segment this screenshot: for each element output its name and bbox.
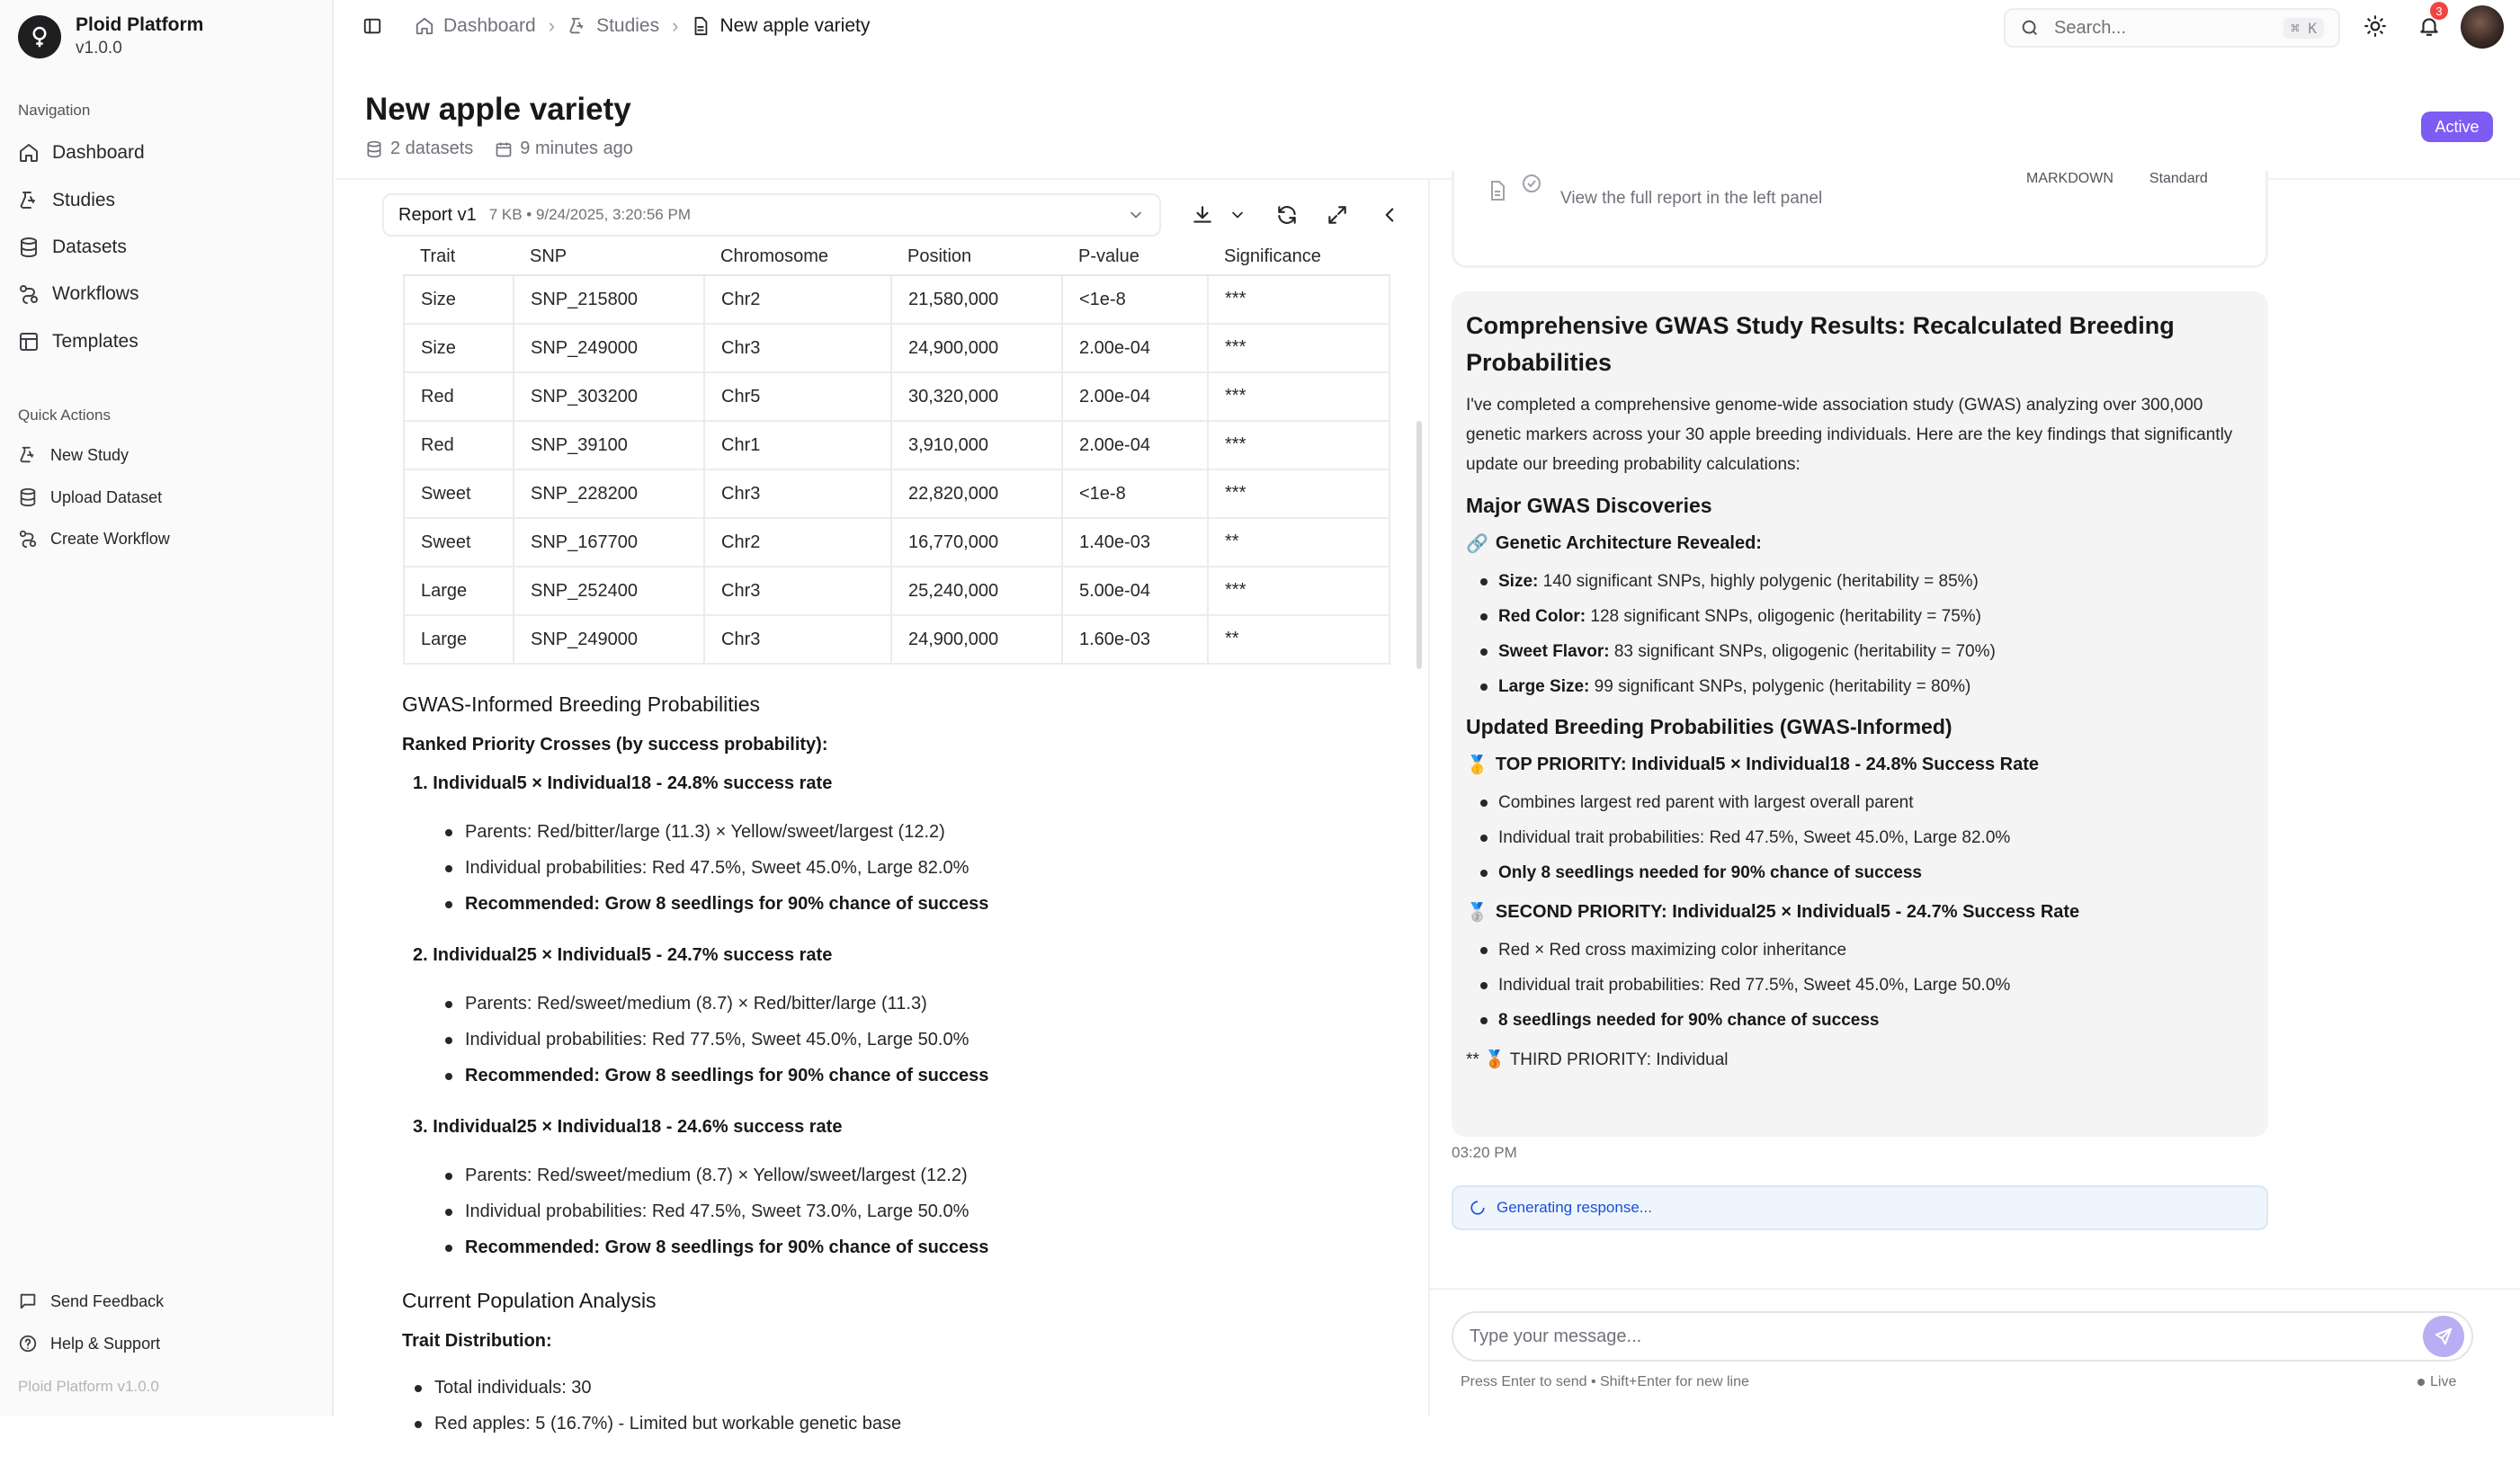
calendar-icon [495,140,513,158]
breadcrumb-studies[interactable] [567,15,659,37]
chevron-left-icon [1378,203,1401,227]
list-item: Parents: Red/bitter/large (11.3) × Yellow/sweet/largest (12.2) [465,814,1400,850]
list-item [1498,634,2254,669]
updated-time-label: 9 minutes ago [520,138,633,158]
ploid-logo-icon [18,15,61,58]
search-icon [2020,18,2040,38]
table-cell: Red [404,421,514,469]
tail-prefix: ** [1466,1050,1479,1069]
quick-actions-heading: Quick Actions [18,406,111,424]
table-cell: Size [404,324,514,372]
message-subheading [1466,754,2254,776]
chevron-right-icon: › [672,14,679,37]
table-cell: Large [404,615,514,664]
table-cell: 16,770,000 [891,518,1062,567]
list-item-value: 99 significant SNPs, polygenic (heritability = 80%) [1589,677,1971,696]
list-item: Recommended: Grow 8 seedlings for 90% chance of success [465,1058,1400,1094]
list-item: Recommended: Grow 8 seedlings for 90% chance of success [465,1229,1400,1265]
sidebar-item-label: Studies [52,190,116,210]
table-cell: 30,320,000 [891,372,1062,421]
sidebar-toggle-icon[interactable] [362,16,382,36]
table-cell: Chr5 [704,372,891,421]
table-row [404,372,1390,421]
table-cell: SNP_39100 [514,421,704,469]
message-tail [1466,1049,2254,1070]
report-content [402,692,1400,1465]
table-row [404,567,1390,615]
table-cell: *** [1208,421,1390,469]
notification-count-badge: 3 [2430,2,2448,20]
table-cell: *** [1208,567,1390,615]
table-cell: Chr3 [704,567,891,615]
loader-icon [1470,1200,1486,1216]
search-input[interactable] [2004,8,2340,48]
trait-distribution-label: Trait Distribution: [402,1331,552,1351]
top-priority-list [1498,785,2254,890]
report-version-info: 7 KB • 9/24/2025, 3:20:56 PM [488,206,691,223]
table-cell: 2.00e-04 [1062,372,1208,421]
list-item-value: 83 significant SNPs, oligogenic (heritability = 70%) [1609,642,1996,661]
link-icon: 🔗 [1466,534,1488,554]
download-icon [1191,203,1214,227]
table-cell: SNP_215800 [514,275,704,324]
table-cell: 2.00e-04 [1062,324,1208,372]
table-cell: SNP_249000 [514,615,704,664]
subheading-label: TOP PRIORITY: Individual5 × Individual18 - 24.8% Success Rate [1495,755,2039,774]
file-icon [691,16,710,36]
page-title: New apple variety [365,92,631,127]
breadcrumb-label: New apple variety [719,15,871,36]
sidebar-item-label: Datasets [52,237,127,257]
live-indicator [2417,1374,2456,1390]
sidebar-item-label: Templates [52,331,139,352]
generating-status [1452,1185,2268,1230]
table-cell: SNP_303200 [514,372,704,421]
column-header: Significance [1208,239,1390,275]
sidebar [0,0,334,1416]
list-item: Individual probabilities: Red 47.5%, Sweet 45.0%, Large 82.0% [465,850,1400,886]
sidebar-item-studies[interactable] [18,190,115,211]
table-cell: 24,900,000 [891,324,1062,372]
send-button[interactable] [2423,1316,2464,1357]
sun-icon [2364,14,2387,38]
list-item: Combines largest red parent with largest overall parent [1498,785,2254,820]
breadcrumb-label: Dashboard [443,15,536,36]
table-cell: 22,820,000 [891,469,1062,518]
format-tag: MARKDOWN [2026,171,2113,186]
flask-icon [18,445,38,465]
flask-icon [567,16,587,36]
check-circle-icon [1521,173,1542,194]
chevron-down-icon [1127,206,1145,224]
report-scrollbar[interactable] [1416,421,1422,669]
cross-title: 1. Individual5 × Individual18 - 24.8% success rate [413,773,833,793]
message-input[interactable] [1452,1311,2473,1362]
composer-hint: Press Enter to send • Shift+Enter for new line [1461,1374,1749,1389]
list-item: Recommended: Grow 8 seedlings for 90% chance of success [465,886,1400,922]
table-row [404,518,1390,567]
brand-name: Ploid Platform [76,14,204,35]
list-item-key: Sweet Flavor: [1498,642,1610,661]
list-item-value: 140 significant SNPs, highly polygenic (heritability = 85%) [1538,572,1979,591]
dataset-count [365,138,473,159]
send-feedback-label: Send Feedback [50,1291,165,1310]
list-item: Individual trait probabilities: Red 47.5%, Sweet 45.0%, Large 82.0% [1498,820,2254,855]
generating-label: Generating response... [1497,1199,1652,1216]
sidebar-item-dashboard[interactable] [18,142,145,164]
assistant-message [1452,291,2268,1137]
page-meta [365,138,633,159]
sidebar-item-datasets[interactable] [18,237,127,258]
refresh-button[interactable] [1275,203,1299,231]
list-item: Red apples: 5 (16.7%) - Limited but workable genetic base [434,1406,1400,1442]
brand-version: v1.0.0 [76,39,122,58]
sidebar-item-label: Workflows [52,283,139,304]
message-title: Comprehensive GWAS Study Results: Recalculated Breeding Probabilities [1466,312,2175,376]
maximize-icon [1326,203,1349,227]
table-cell: Sweet [404,469,514,518]
list-item: Individual probabilities: Red 47.5%, Sweet 73.0%, Large 50.0% [465,1193,1400,1229]
table-cell: Large [404,567,514,615]
column-header: SNP [514,239,704,275]
table-row [404,421,1390,469]
message-heading: Major GWAS Discoveries [1466,494,1712,517]
collapse-panel-button[interactable] [1378,203,1401,231]
database-icon [365,140,383,158]
brand[interactable] [18,14,203,58]
table-cell: 3,910,000 [891,421,1062,469]
refresh-icon [1275,203,1299,227]
table-cell: Chr1 [704,421,891,469]
table-cell: *** [1208,469,1390,518]
panel-divider[interactable] [1428,180,1430,1416]
template-icon [18,331,40,353]
report-attachment-card[interactable] [1452,171,2268,268]
section-heading: Current Population Analysis [402,1289,657,1312]
table-cell: 1.40e-03 [1062,518,1208,567]
chevron-down-icon [1229,206,1247,224]
composer-divider [1430,1288,2520,1290]
quick-action-label: Upload Dataset [50,487,163,506]
status-badge: Active [2421,112,2493,142]
theme-toggle-button[interactable] [2364,14,2387,42]
medal-icon: 🥈 [1466,903,1488,923]
live-label: Live [2430,1374,2457,1389]
search-shortcut: ⌘ K [2283,18,2324,39]
table-header-row [404,239,1390,275]
mode-tag: Standard [2149,171,2208,186]
list-item: Red × Red cross maximizing color inheritance [1498,933,2254,968]
breadcrumb [362,14,870,38]
ranked-crosses-label: Ranked Priority Crosses (by success probability): [402,735,828,755]
flask-icon [18,190,40,211]
database-icon [18,237,40,258]
subheading-label: Genetic Architecture Revealed: [1495,533,1762,553]
file-text-icon [1487,180,1508,201]
dataset-count-label: 2 datasets [390,138,474,158]
medal-icon: 🥇 [1466,755,1488,775]
list-item-key: Red Color: [1498,607,1586,626]
quick-action-new-study[interactable] [18,445,129,465]
table-cell: SNP_252400 [514,567,704,615]
table-cell: ** [1208,615,1390,664]
sidebar-item-templates[interactable] [18,331,139,353]
home-icon [18,142,40,164]
table-cell: Size [404,275,514,324]
column-header: P-value [1062,239,1208,275]
table-cell: Red [404,372,514,421]
cross-details [465,1157,1400,1265]
list-item: Parents: Red/sweet/medium (8.7) × Red/bitter/large (11.3) [465,986,1400,1022]
list-item [1498,599,2254,634]
help-support-link[interactable] [18,1334,160,1353]
list-item [1498,669,2254,704]
download-options-button[interactable] [1229,203,1247,228]
send-icon [2434,1327,2453,1346]
list-item: Total individuals: 30 [434,1370,1400,1406]
table-cell: 24,900,000 [891,615,1062,664]
expand-button[interactable] [1326,203,1349,231]
report-version-select[interactable] [382,193,1161,237]
medal-icon: 🥉 [1484,1050,1506,1069]
column-header: Chromosome [704,239,891,275]
quick-action-create-workflow[interactable] [18,529,170,549]
live-dot-icon [2417,1379,2425,1386]
list-item: Individual trait probabilities: Red 77.5%, Sweet 45.0%, Large 50.0% [1498,968,2254,1003]
updated-time [495,138,633,159]
breadcrumb-current [691,15,870,37]
workflow-icon [18,529,38,549]
table-cell: SNP_228200 [514,469,704,518]
database-icon [18,487,38,507]
table-cell: 5.00e-04 [1062,567,1208,615]
trait-distribution-list [434,1370,1400,1442]
quick-action-upload-dataset[interactable] [18,487,162,507]
message-heading: Updated Breeding Probabilities (GWAS-Informed) [1466,715,1953,738]
architecture-list [1498,564,2254,704]
list-item-key: Large Size: [1498,677,1590,696]
list-item: Parents: Red/sweet/medium (8.7) × Yellow/sweet/largest (12.2) [465,1157,1400,1193]
send-feedback-link[interactable] [18,1291,164,1311]
message-intro: I've completed a comprehensive genome-wide association study (GWAS) analyzing over 300,000 genetic markers across your 30 apple breeding individuals. Here are the key findings that significantly update our breeding probability calculations: [1466,396,2233,474]
table-cell: Sweet [404,518,514,567]
chevron-right-icon: › [548,14,556,37]
table-cell: SNP_167700 [514,518,704,567]
table-cell: 21,580,000 [891,275,1062,324]
table-cell: 25,240,000 [891,567,1062,615]
table-row [404,275,1390,324]
list-item-key: Size: [1498,572,1539,591]
home-icon [415,16,434,36]
message-square-icon [18,1291,38,1311]
quick-action-label: Create Workflow [50,529,170,548]
section-heading: GWAS-Informed Breeding Probabilities [402,692,760,716]
column-header: Position [891,239,1062,275]
table-cell: <1e-8 [1062,469,1208,518]
table-cell: ** [1208,518,1390,567]
message-input-placeholder: Type your message... [1470,1326,1642,1346]
cross-details [465,986,1400,1094]
breadcrumb-dashboard[interactable] [415,15,536,37]
topbar [335,0,2520,54]
subheading-label: SECOND PRIORITY: Individual25 × Individual5 - 24.7% Success Rate [1495,902,2080,922]
search-placeholder: Search... [2054,17,2127,38]
table-cell: Chr3 [704,324,891,372]
message-subheading [1466,532,2254,555]
list-item: Individual probabilities: Red 77.5%, Sweet 45.0%, Large 50.0% [465,1022,1400,1058]
table-cell: Chr2 [704,518,891,567]
second-priority-list [1498,933,2254,1038]
breadcrumb-label: Studies [596,15,660,36]
table-body [404,275,1390,664]
cross-title: 2. Individual25 × Individual5 - 24.7% success rate [413,945,833,965]
table-cell: SNP_249000 [514,324,704,372]
workflow-icon [18,283,40,305]
list-item: Only 8 seedlings needed for 90% chance of success [1498,855,2254,890]
sidebar-footer-version: Ploid Platform v1.0.0 [18,1378,159,1395]
table-cell: *** [1208,324,1390,372]
gwas-results-table [403,239,1390,665]
nav-heading: Navigation [18,102,91,119]
cross-title: 3. Individual25 × Individual18 - 24.6% success rate [413,1117,843,1137]
table-row [404,615,1390,664]
quick-action-label: New Study [50,445,130,464]
message-timestamp: 03:20 PM [1452,1144,1517,1161]
table-cell: 1.60e-03 [1062,615,1208,664]
message-subheading [1466,901,2254,924]
table-row [404,469,1390,518]
avatar[interactable] [2461,5,2504,49]
table-cell: *** [1208,275,1390,324]
table-cell: *** [1208,372,1390,421]
cross-details [465,814,1400,922]
table-cell: 2.00e-04 [1062,421,1208,469]
list-item: 8 seedlings needed for 90% chance of success [1498,1003,2254,1038]
table-cell: Chr2 [704,275,891,324]
help-circle-icon [18,1334,38,1353]
list-item-value: 128 significant SNPs, oligogenic (heritability = 75%) [1586,607,1981,626]
tail-text: THIRD PRIORITY: Individual [1509,1050,1729,1069]
list-item [1498,564,2254,599]
sidebar-item-label: Dashboard [52,142,145,163]
table-cell: Chr3 [704,615,891,664]
download-button[interactable] [1191,203,1214,231]
table-cell: Chr3 [704,469,891,518]
table-row [404,324,1390,372]
help-support-label: Help & Support [50,1334,161,1353]
column-header: Trait [404,239,514,275]
table-cell: <1e-8 [1062,275,1208,324]
sidebar-item-workflows[interactable] [18,283,139,305]
report-version-title: Report v1 [398,204,477,225]
attachment-hint: View the full report in the left panel [1560,189,1823,208]
